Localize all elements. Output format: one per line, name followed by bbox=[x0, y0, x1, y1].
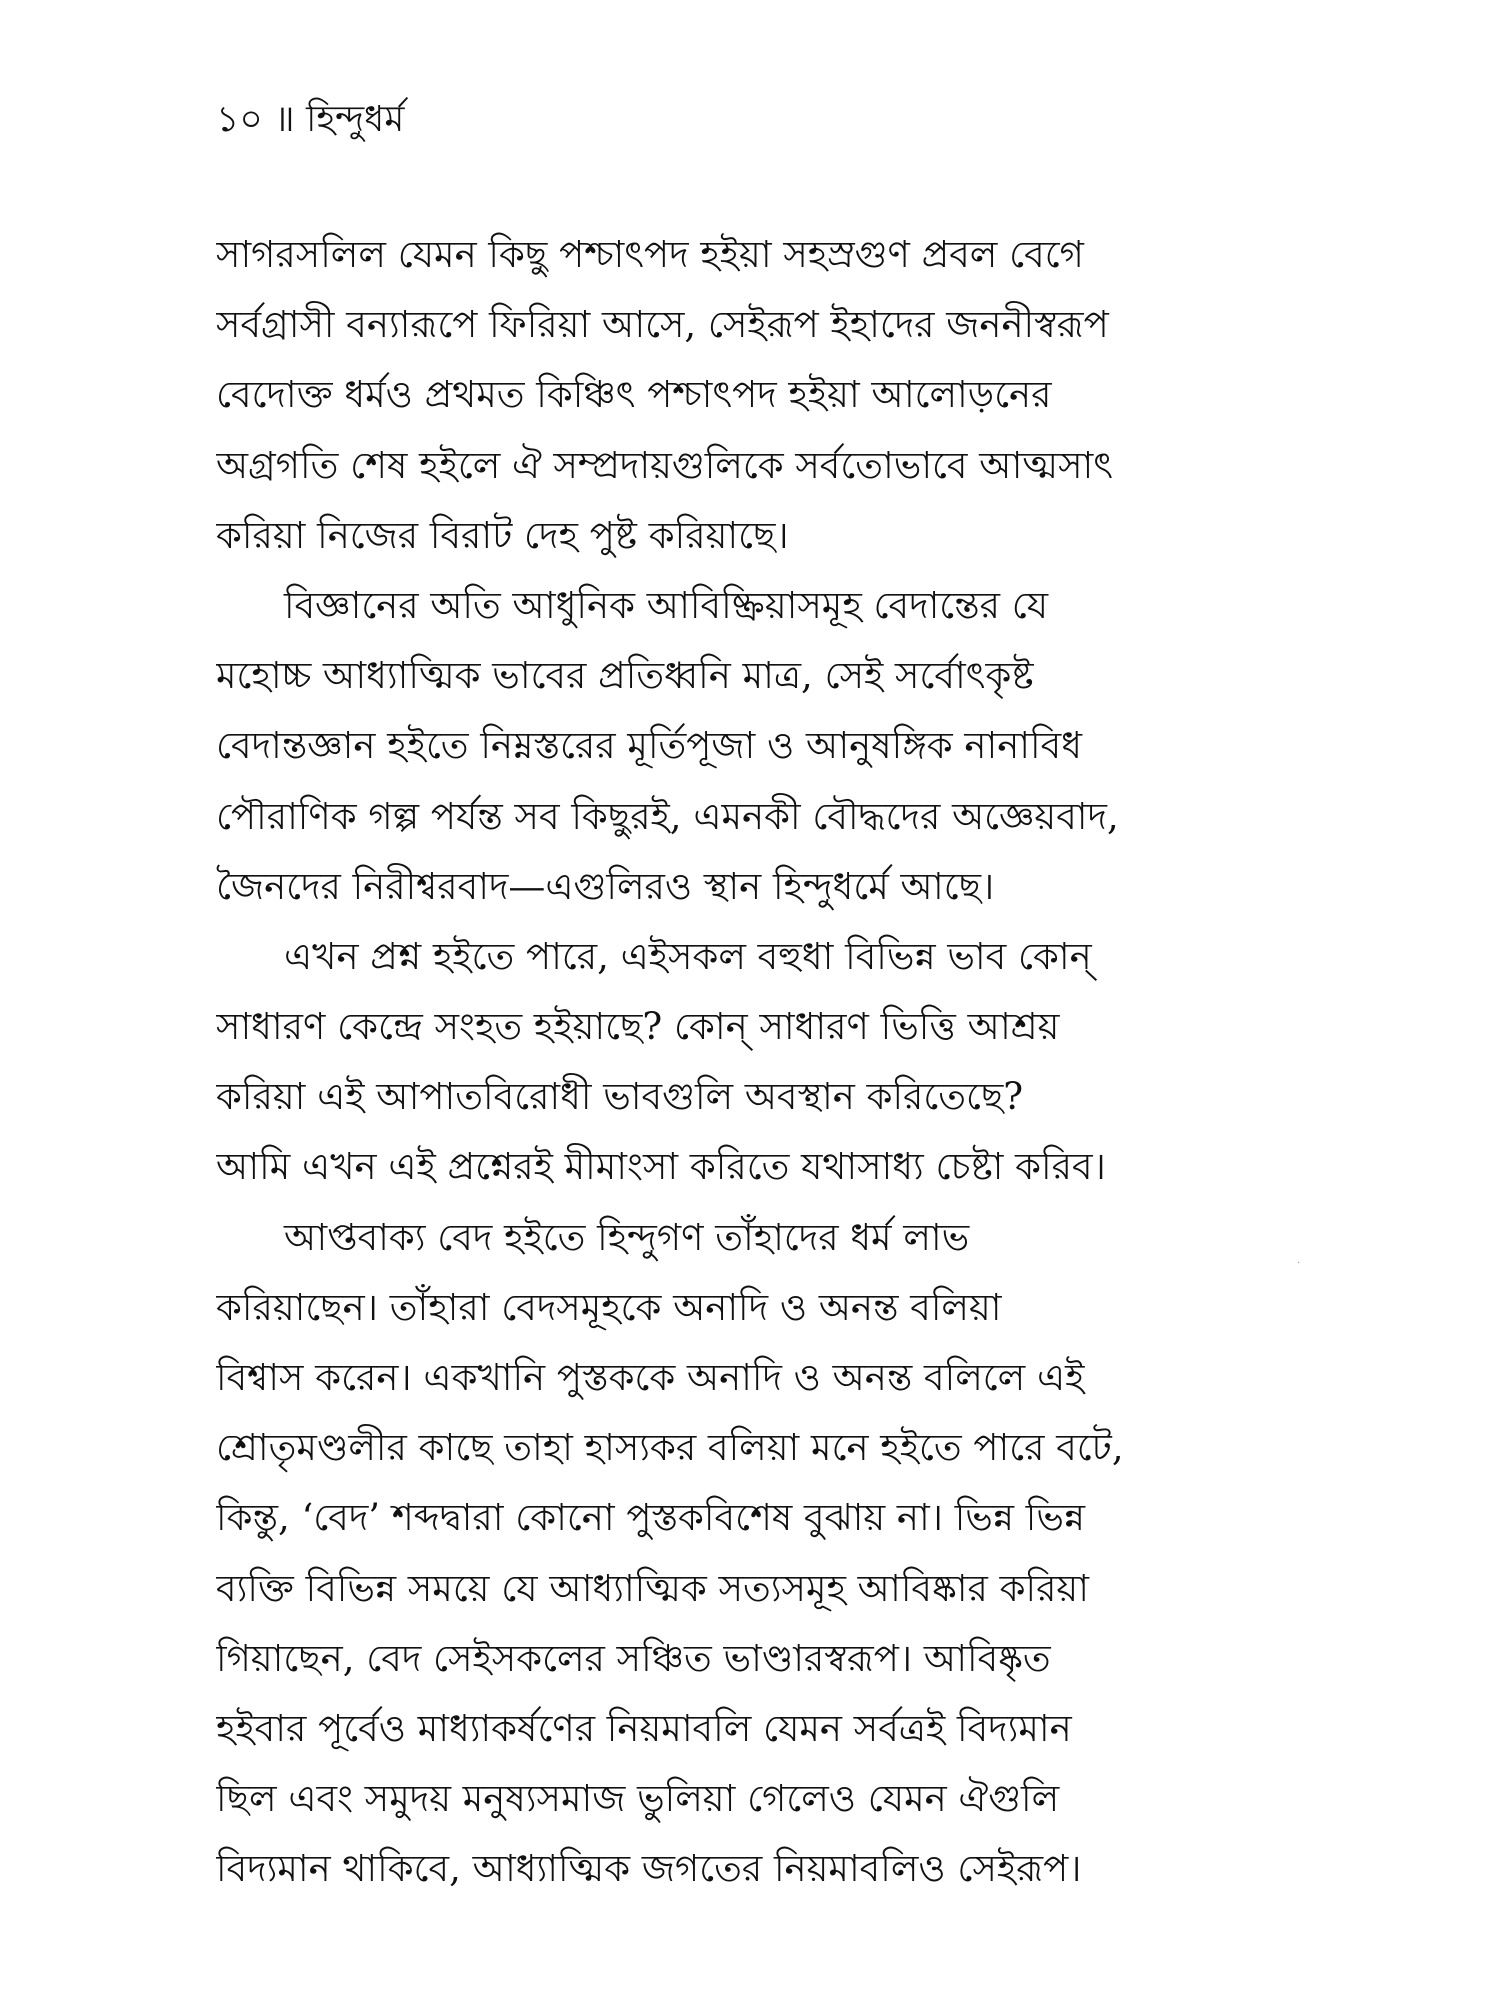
text-line: ব্যক্তি বিভিন্ন সময়ে যে আধ্যাত্মিক সত্যসমূহ আবিষ্কার করিয়া bbox=[216, 1566, 1089, 1610]
text-line: বিশ্বাস করেন। একখানি পুস্তককে অনাদি ও অনন্ত বলিলে এই bbox=[216, 1356, 1085, 1399]
text-line: জৈনদের নিরীশ্বরবাদ—এগুলিরও স্থান হিন্দুধর্মে আছে। bbox=[216, 864, 995, 908]
text-line: ছিল এবং সমুদয় মনুষ্যসমাজ ভুলিয়া গেলেও যেমন ঐগুলি bbox=[216, 1777, 1060, 1821]
book-title: হিন্দুধর্ম bbox=[306, 99, 405, 140]
text-line: মহোচ্চ আধ্যাত্মিক ভাবের প্রতিধ্বনি মাত্র, সেই সর্বোৎকৃষ্ট bbox=[216, 654, 1034, 698]
text-line: বিদ্যমান থাকিবে, আধ্যাত্মিক জগতের নিয়মাবলিও সেইরূপ। bbox=[216, 1847, 1082, 1891]
running-head bbox=[216, 96, 404, 144]
text-line: বেদোক্ত ধর্মও প্রথমত কিঞ্চিৎ পশ্চাৎপদ হইয়া আলোড়নের bbox=[216, 373, 1052, 417]
paragraph-start-line: আপ্তবাক্য বেদ হইতে হিন্দুগণ তাঁহাদের ধর্ম লাভ bbox=[284, 1215, 970, 1259]
header-separator: ॥ bbox=[274, 99, 295, 140]
text-line: করিয়া এই আপাতবিরোধী ভাবগুলি অবস্থান করিতেছে? bbox=[216, 1075, 1024, 1119]
scan-speck: · bbox=[1297, 1258, 1301, 1269]
text-line: সাধারণ কেন্দ্রে সংহত হইয়াছে? কোন্ সাধারণ ভিত্তি আশ্রয় bbox=[216, 1005, 1060, 1049]
text-line: হইবার পূর্বেও মাধ্যাকর্ষণের নিয়মাবলি যেমন সর্বত্রই বিদ্যমান bbox=[216, 1706, 1072, 1750]
text-line: অগ্রগতি শেষ হইলে ঐ সম্প্রদায়গুলিকে সর্বতোভাবে আত্মসাৎ bbox=[216, 443, 1114, 487]
text-line: করিয়াছেন। তাঁহারা বেদসমূহকে অনাদি ও অনন্ত বলিয়া bbox=[216, 1285, 1002, 1329]
paragraph-start-line: এখন প্রশ্ন হইতে পারে, এইসকল বহুধা বিভিন্ন ভাব কোন্ bbox=[284, 934, 1092, 978]
text-line: কিন্তু, ‘বেদ’ শব্দদ্বারা কোনো পুস্তকবিশেষ বুঝায় না। ভিন্ন ভিন্ন bbox=[216, 1496, 1086, 1540]
text-line: পৌরাণিক গল্প পর্যন্ত সব কিছুরই, এমনকী বৌদ্ধদের অজ্ঞেয়বাদ, bbox=[216, 794, 1119, 838]
text-line: সাগরসলিল যেমন কিছু পশ্চাৎপদ হইয়া সহস্রগুণ প্রবল বেগে bbox=[216, 233, 1084, 276]
text-line: সর্বগ্রাসী বন্যারূপে ফিরিয়া আসে, সেইরূপ ইহাদের জননীস্বরূপ bbox=[216, 303, 1109, 347]
text-line: বেদান্তজ্ঞান হইতে নিম্নস্তরের মূর্তিপূজা ও আনুষঙ্গিক নানাবিধ bbox=[216, 724, 1082, 768]
paragraph-start-line: বিজ্ঞানের অতি আধুনিক আবিষ্ক্রিয়াসমূহ বেদান্তের যে bbox=[284, 583, 1049, 627]
body-text bbox=[216, 220, 1296, 1905]
page-number: ১০ bbox=[216, 99, 263, 140]
text-line: গিয়াছেন, বেদ সেইসকলের সঞ্চিত ভাণ্ডারস্বরূপ। আবিষ্কৃত bbox=[216, 1636, 1051, 1680]
text-line: করিয়া নিজের বিরাট দেহ পুষ্ট করিয়াছে। bbox=[216, 513, 789, 557]
text-line: শ্রোতৃমণ্ডলীর কাছে তাহা হাস্যকর বলিয়া মনে হইতে পারে বটে, bbox=[216, 1426, 1124, 1470]
text-line: আমি এখন এই প্রশ্নেরই মীমাংসা করিতে যথাসাধ্য চেষ্টা করিব। bbox=[216, 1145, 1106, 1189]
